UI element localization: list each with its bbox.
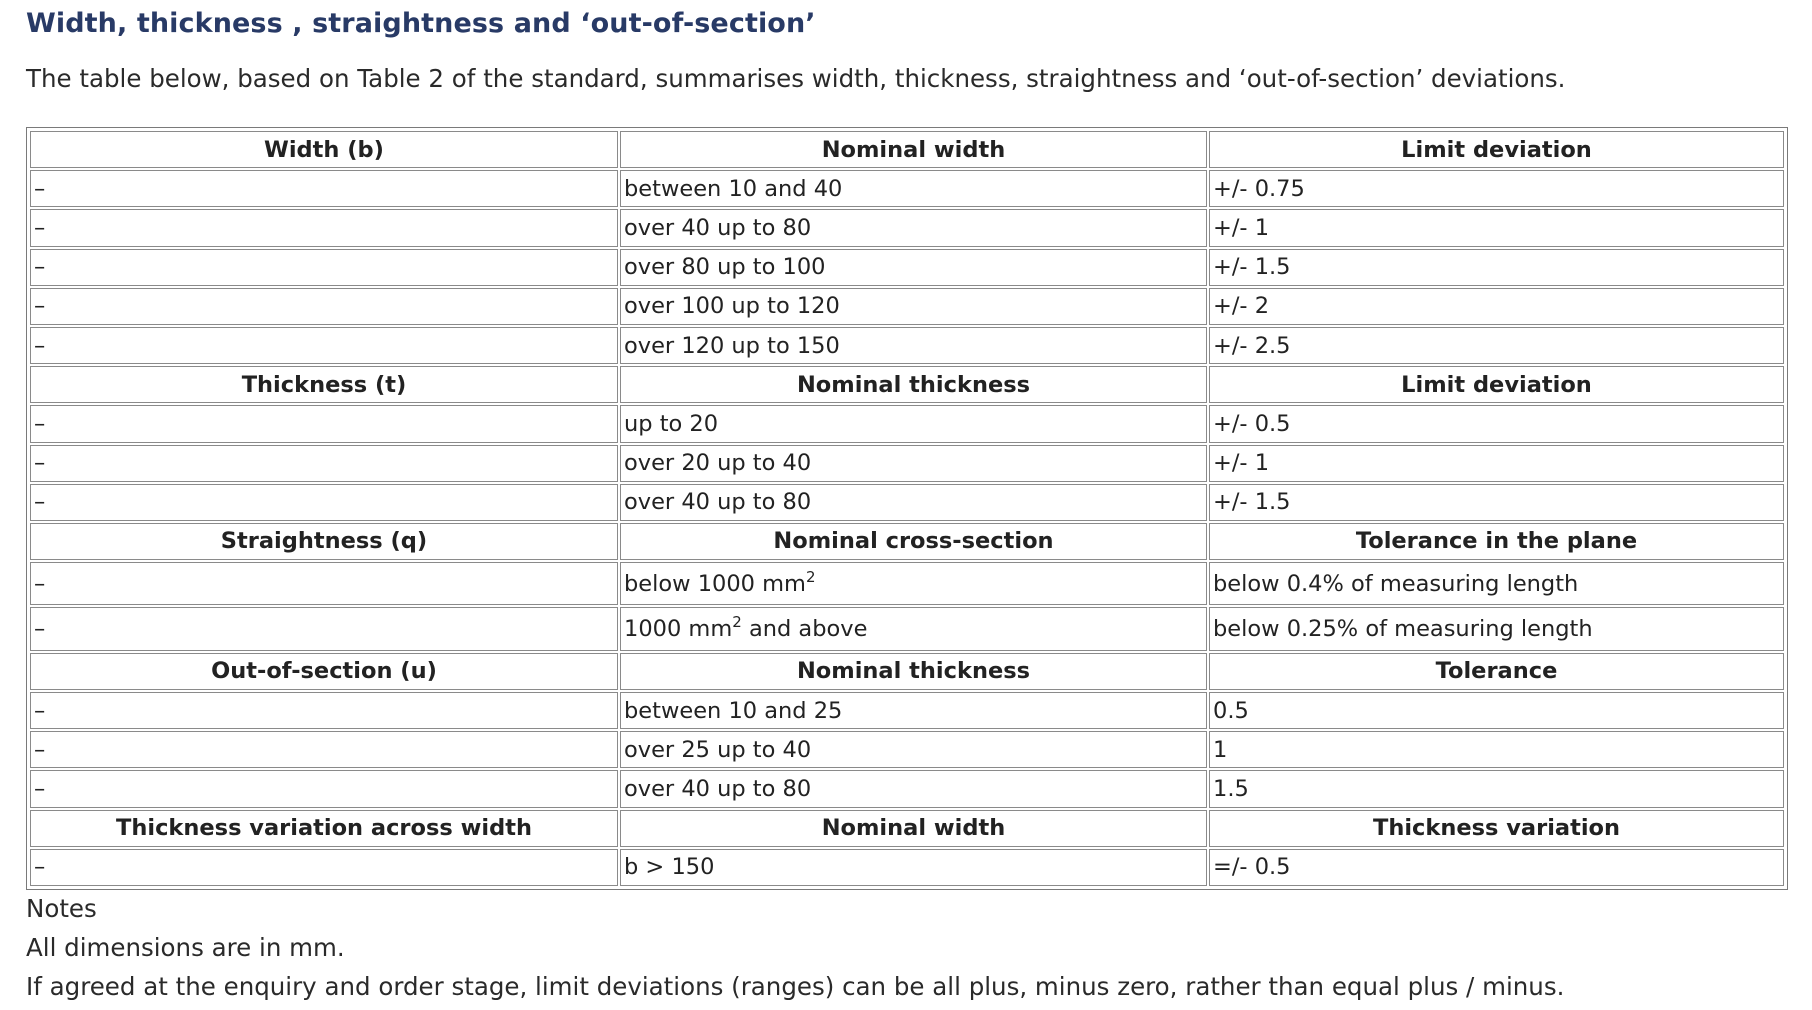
table-row: [30, 249, 1784, 286]
table-cell: +/- 2.5: [1209, 327, 1784, 364]
cross-section-value: 1000 mm: [624, 616, 733, 643]
table-cell: +/- 2: [1209, 288, 1784, 325]
tolerance-table-frame: [26, 127, 1788, 890]
table-cell: +/- 1: [1209, 209, 1784, 246]
table-header-row: [30, 523, 1784, 560]
notes-section: [26, 889, 1564, 1006]
tolerance-table: [28, 129, 1786, 888]
table-cell: –: [30, 327, 618, 364]
table-cell: 1.5: [1209, 770, 1784, 807]
superscript: 2: [805, 567, 816, 586]
header-cell: Limit deviation: [1209, 366, 1784, 403]
table-cell: over 40 up to 80: [620, 770, 1207, 807]
table-cell: –: [30, 288, 618, 325]
header-cell: Nominal width: [620, 810, 1207, 847]
header-cell: Out-of-section (u): [30, 653, 618, 690]
table-cell: 0.5: [1209, 692, 1784, 729]
table-cell: between 10 and 25: [620, 692, 1207, 729]
notes-title: Notes: [26, 894, 97, 923]
header-cell: Thickness variation: [1209, 810, 1784, 847]
table-cell: over 25 up to 40: [620, 731, 1207, 768]
table-cell: [620, 562, 1207, 605]
header-cell: Nominal thickness: [620, 366, 1207, 403]
notes-line: If agreed at the enquiry and order stage, limit deviations (ranges) can be all plus, minus zero, rather than equal plus / minus.: [26, 972, 1565, 1001]
table-cell: –: [30, 607, 618, 650]
table-header-row: [30, 131, 1784, 168]
table-cell: 1: [1209, 731, 1784, 768]
header-cell: Thickness (t): [30, 366, 618, 403]
superscript: 2: [732, 613, 742, 632]
table-cell: over 40 up to 80: [620, 484, 1207, 521]
table-cell: +/- 1.5: [1209, 249, 1784, 286]
table-row: [30, 405, 1784, 442]
cross-section-suffix: and above: [741, 616, 868, 643]
table-row: [30, 484, 1784, 521]
header-cell: Tolerance in the plane: [1209, 523, 1784, 560]
table-cell: over 20 up to 40: [620, 445, 1207, 482]
table-cell: –: [30, 209, 618, 246]
table-cell: [620, 607, 1207, 650]
header-cell: Nominal cross-section: [620, 523, 1207, 560]
header-cell: Straightness (q): [30, 523, 618, 560]
table-row: [30, 562, 1784, 605]
table-cell: +/- 1: [1209, 445, 1784, 482]
table-row: [30, 849, 1784, 886]
table-header-row: [30, 810, 1784, 847]
table-cell: –: [30, 731, 618, 768]
table-cell: –: [30, 484, 618, 521]
table-cell: over 120 up to 150: [620, 327, 1207, 364]
table-cell: –: [30, 692, 618, 729]
table-cell: –: [30, 170, 618, 207]
table-row: [30, 731, 1784, 768]
table-header-row: [30, 653, 1784, 690]
table-cell: over 100 up to 120: [620, 288, 1207, 325]
table-cell: up to 20: [620, 405, 1207, 442]
table-cell: below 0.4% of measuring length: [1209, 562, 1784, 605]
header-cell: Nominal thickness: [620, 653, 1207, 690]
table-row: [30, 692, 1784, 729]
table-cell: –: [30, 405, 618, 442]
table-row: [30, 445, 1784, 482]
table-cell: –: [30, 249, 618, 286]
table-row: [30, 327, 1784, 364]
table-row: [30, 607, 1784, 650]
table-cell: –: [30, 562, 618, 605]
notes-line: All dimensions are in mm.: [26, 933, 345, 962]
header-cell: Thickness variation across width: [30, 810, 618, 847]
table-cell: –: [30, 445, 618, 482]
table-cell: over 40 up to 80: [620, 209, 1207, 246]
table-cell: =/- 0.5: [1209, 849, 1784, 886]
table-cell: +/- 1.5: [1209, 484, 1784, 521]
table-cell: –: [30, 770, 618, 807]
intro-paragraph: The table below, based on Table 2 of the standard, summarises width, thickness, straightness and ‘out-of-section’ deviations.: [26, 64, 1566, 93]
table-row: [30, 209, 1784, 246]
header-cell: Width (b): [30, 131, 618, 168]
header-cell: Tolerance: [1209, 653, 1784, 690]
section-heading: Width, thickness , straightness and ‘out-of-section’: [26, 8, 816, 39]
table-cell: +/- 0.5: [1209, 405, 1784, 442]
cross-section-value: below 1000 mm: [624, 570, 806, 597]
table-cell: +/- 0.75: [1209, 170, 1784, 207]
table-cell: b > 150: [620, 849, 1207, 886]
table-row: [30, 770, 1784, 807]
table-row: [30, 170, 1784, 207]
table-cell: between 10 and 40: [620, 170, 1207, 207]
header-cell: Limit deviation: [1209, 131, 1784, 168]
table-row: [30, 288, 1784, 325]
table-cell: –: [30, 849, 618, 886]
header-cell: Nominal width: [620, 131, 1207, 168]
table-header-row: [30, 366, 1784, 403]
table-cell: below 0.25% of measuring length: [1209, 607, 1784, 650]
table-cell: over 80 up to 100: [620, 249, 1207, 286]
